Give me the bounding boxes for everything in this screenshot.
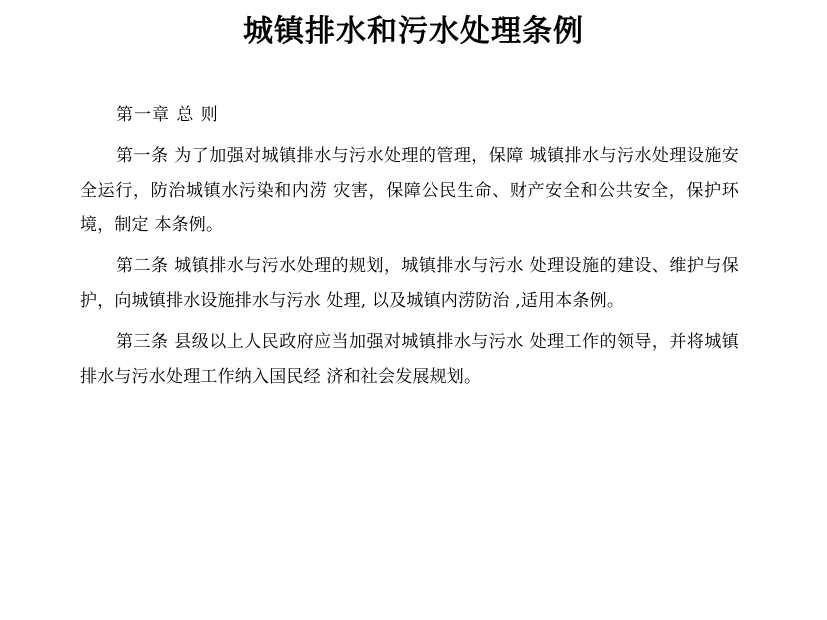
article-paragraph: 第三条 县级以上人民政府应当加强对城镇排水与污水 处理工作的领导，并将城镇排水与污水处理工作纳入国民经 济和社会发展规划。: [80, 332, 739, 387]
article-paragraph: 第二条 城镇排水与污水处理的规划，城镇排水与污水 处理设施的建设、维护与保护，向城镇排水设施排水与污水 处理, 以及城镇内涝防治 ,适用本条例。: [80, 256, 739, 312]
page-title: 城镇排水和污水处理条例: [243, 14, 584, 49]
document-page: [0, 12, 827, 620]
chapter-heading: 第一章 总 则: [116, 104, 219, 125]
article-paragraph: 第一条 为了加强对城镇排水与污水处理的管理，保障 城镇排水与污水处理设施安全运行，防治城镇水污染和内涝 灾害，保障公民生命、财产安全和公共安全，保护环境，制定 本条例。: [80, 145, 739, 236]
document-body: [0, 99, 827, 395]
